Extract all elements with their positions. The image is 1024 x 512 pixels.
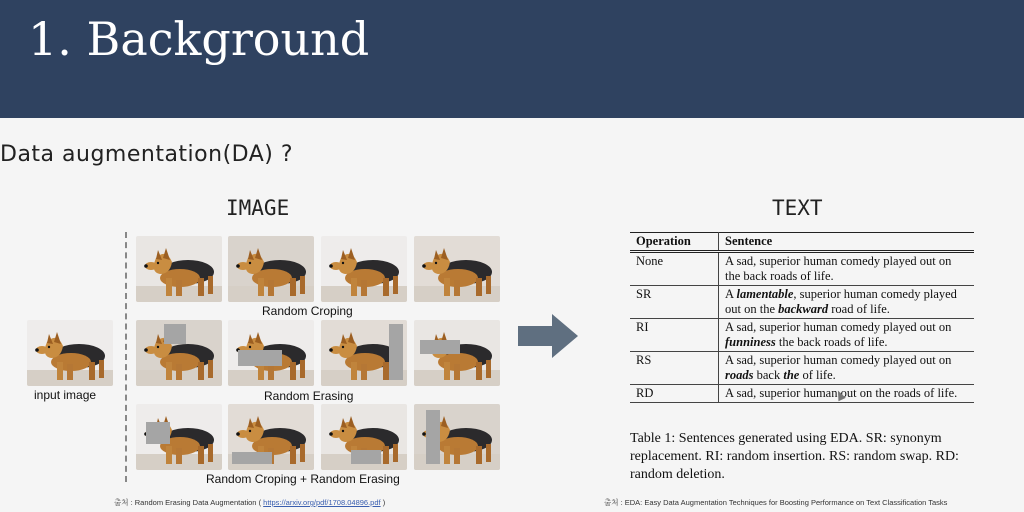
- changed-word: funniness: [725, 335, 776, 349]
- augmented-dog-image: [321, 404, 407, 470]
- right-arrow-icon: [518, 314, 580, 358]
- sentence-text: of life.: [799, 368, 836, 382]
- table-row: [630, 319, 974, 352]
- table-header-operation: Operation: [630, 233, 719, 252]
- sentence-cell: [719, 286, 975, 319]
- input-dog-image: [27, 320, 113, 386]
- sentence-text: , superior human comedy played out on the: [725, 287, 957, 316]
- sentence-text: back: [753, 368, 784, 382]
- image-source-suffix: ): [382, 498, 386, 507]
- table-row: [630, 352, 974, 385]
- augmented-dog-image: [414, 236, 500, 302]
- augmented-dog-image: [136, 404, 222, 470]
- augmented-dog-image: [321, 320, 407, 386]
- image-source-note: [114, 497, 385, 508]
- row-label-croping-erasing: Random Croping + Random Erasing: [206, 472, 400, 486]
- sentence-text: the back roads of life.: [775, 335, 888, 349]
- augmented-dog-image: [414, 320, 500, 386]
- sentence-text: road of life.: [828, 302, 890, 316]
- augmented-dog-image: [136, 320, 222, 386]
- changed-word: roads: [725, 368, 754, 382]
- slide-header: [0, 0, 1024, 118]
- table-body: [630, 252, 974, 403]
- sentence-cell: [719, 385, 975, 403]
- operation-cell: RI: [630, 319, 719, 352]
- sentence-text: A sad, superior human comedy played out on: [725, 353, 952, 367]
- sentence-cell: [719, 352, 975, 385]
- operation-cell: SR: [630, 286, 719, 319]
- augmented-dog-image: [321, 236, 407, 302]
- eda-table: [630, 232, 974, 403]
- operation-cell: RS: [630, 352, 719, 385]
- changed-word: backward: [778, 302, 829, 316]
- sentence-cell: [719, 319, 975, 352]
- sentence-text: A sad, superior human comedy played out on: [725, 320, 952, 334]
- augmented-dog-image: [228, 404, 314, 470]
- augmented-dog-image: [136, 236, 222, 302]
- image-source-link[interactable]: https://arxiv.org/pdf/1708.04896.pdf: [263, 498, 381, 507]
- sentence-text: A sad, superior human out on the roads of life.: [725, 386, 958, 400]
- row-label-random-croping: Random Croping: [262, 304, 353, 318]
- text-source-note: 출처 : EDA: Easy Data Augmentation Techniques for Boosting Performance on Text Classification Tasks: [604, 498, 948, 507]
- table-header-row: [630, 233, 974, 252]
- augmented-dog-image: [414, 404, 500, 470]
- table-caption: Table 1: Sentences generated using EDA. SR: synonym replacement. RI: random insertion. RS: random swap. RD: random deletion.: [630, 431, 959, 482]
- augmented-dog-image: [228, 320, 314, 386]
- table-header-sentence: Sentence: [719, 233, 975, 252]
- changed-word: lamentable: [736, 287, 794, 301]
- input-image-label: input image: [34, 388, 97, 402]
- table-row: [630, 385, 974, 403]
- sentence-cell: [719, 252, 975, 286]
- table-row: [630, 286, 974, 319]
- slide-title: 1. Background: [28, 12, 370, 66]
- table-row: [630, 252, 974, 286]
- image-source-prefix: 출처 : Random Erasing Data Augmentation (: [114, 498, 262, 507]
- divider-line: [125, 232, 127, 482]
- changed-word: the: [783, 368, 800, 382]
- operation-cell: None: [630, 252, 719, 286]
- row-label-random-erasing: Random Erasing: [264, 389, 354, 403]
- operation-cell: RD: [630, 385, 719, 403]
- text-section-title: TEXT: [772, 196, 823, 220]
- sentence-text: A sad, superior human comedy played out on the back roads of life.: [725, 254, 952, 283]
- augmented-dog-image: [228, 236, 314, 302]
- image-section-title: IMAGE: [226, 196, 290, 220]
- sentence-text: A: [725, 287, 737, 301]
- question-text: Data augmentation(DA) ?: [0, 142, 294, 167]
